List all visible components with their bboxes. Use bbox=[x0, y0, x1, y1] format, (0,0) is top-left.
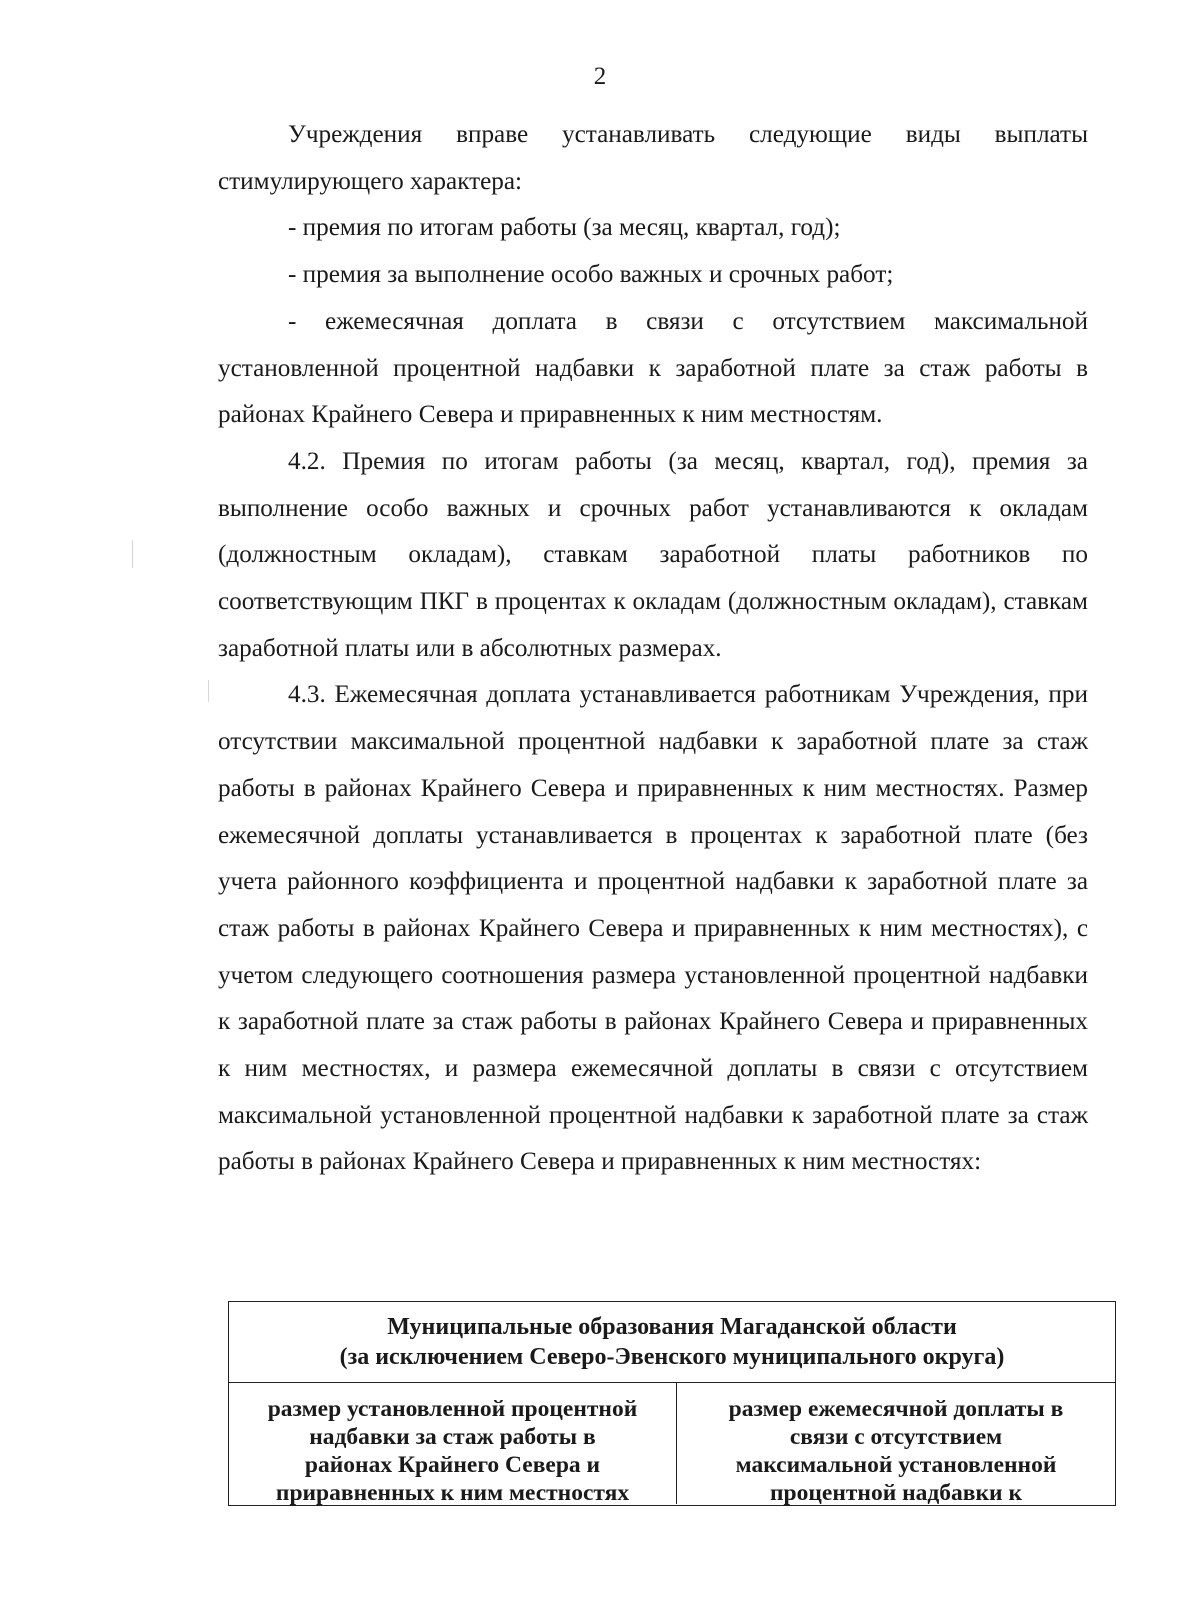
cell-line: приравненных к ним местностях bbox=[275, 1480, 630, 1506]
paragraph-4-3: 4.3. Ежемесячная доплата устанавливается работникам Учреждения, при отсутствии максимальной процентной надбавки к заработной плате за стаж работы в районах Крайнего Севера и приравненных к ним местностях. Размер ежемесячной доплаты устанавливается в процентах к заработной плате (без учета районного коэффициента и процентной надбавки к заработной плате за стаж работы в районах Крайнего Севера и приравненных к ним местностях), с учетом следующего соотношения размера установленной процентной надбавки к заработной плате за стаж работы в районах Крайнего Севера и приравненных к ним местностях, и размера ежемесячной доплаты в связи с отсутствием максимальной установленной процентной надбавки к заработной плате за стаж работы в районах Крайнего Севера и приравненных к ним местностях: bbox=[218, 681, 1088, 1176]
table-column-headers bbox=[229, 1383, 1115, 1504]
paragraph-4-2: 4.2. Премия по итогам работы (за месяц, квартал, год), премия за выполнение особо важных и срочных работ устанавливаются к окладам (должностным окладам), ставкам заработной платы работников по соответствующим ПКГ в процентах к окладам (должностным окладам), ставкам заработной платы или в абсолютных размерах. bbox=[218, 447, 1088, 662]
list-item-bonus-important-work: - премия за выполнение особо важных и срочных работ; bbox=[288, 261, 894, 289]
scan-edge-mark bbox=[132, 540, 133, 568]
list-item-monthly-supplement: - ежемесячная доплата в связи с отсутствием максимальной установленной процентной надбавки к заработной плате за стаж работы в районах Крайнего Севера и приравненных к ним местностям. bbox=[218, 307, 1088, 429]
scan-edge-mark bbox=[208, 680, 209, 702]
ratio-table bbox=[228, 1301, 1116, 1506]
table-column-header-monthly-supplement bbox=[677, 1383, 1115, 1504]
document-body bbox=[218, 112, 1088, 1186]
cell-line: связи с отсутствием bbox=[789, 1424, 1003, 1450]
table-header-line-2: (за исключением Северо-Эвенского муниципального округа) bbox=[339, 1344, 1005, 1370]
table-header bbox=[229, 1302, 1115, 1383]
cell-line: размер установленной процентной bbox=[267, 1396, 638, 1422]
cell-line: размер ежемесячной доплаты в bbox=[728, 1396, 1064, 1422]
cell-line: надбавки за стаж работы в bbox=[309, 1424, 596, 1450]
table-header-line-1: Муниципальные образования Магаданской области bbox=[387, 1314, 957, 1340]
cell-line: районах Крайнего Севера и bbox=[304, 1452, 601, 1478]
page-number: 2 bbox=[593, 63, 607, 90]
cell-line: максимальной установленной bbox=[735, 1452, 1057, 1478]
list-item-bonus-results: - премия по итогам работы (за месяц, квартал, год); bbox=[288, 214, 841, 242]
cell-line: процентной надбавки к bbox=[770, 1480, 1022, 1506]
table-column-header-percent-bonus bbox=[229, 1383, 677, 1504]
paragraph-intro: Учреждения вправе устанавливать следующие виды выплаты стимулирующего характера: bbox=[218, 121, 1088, 195]
